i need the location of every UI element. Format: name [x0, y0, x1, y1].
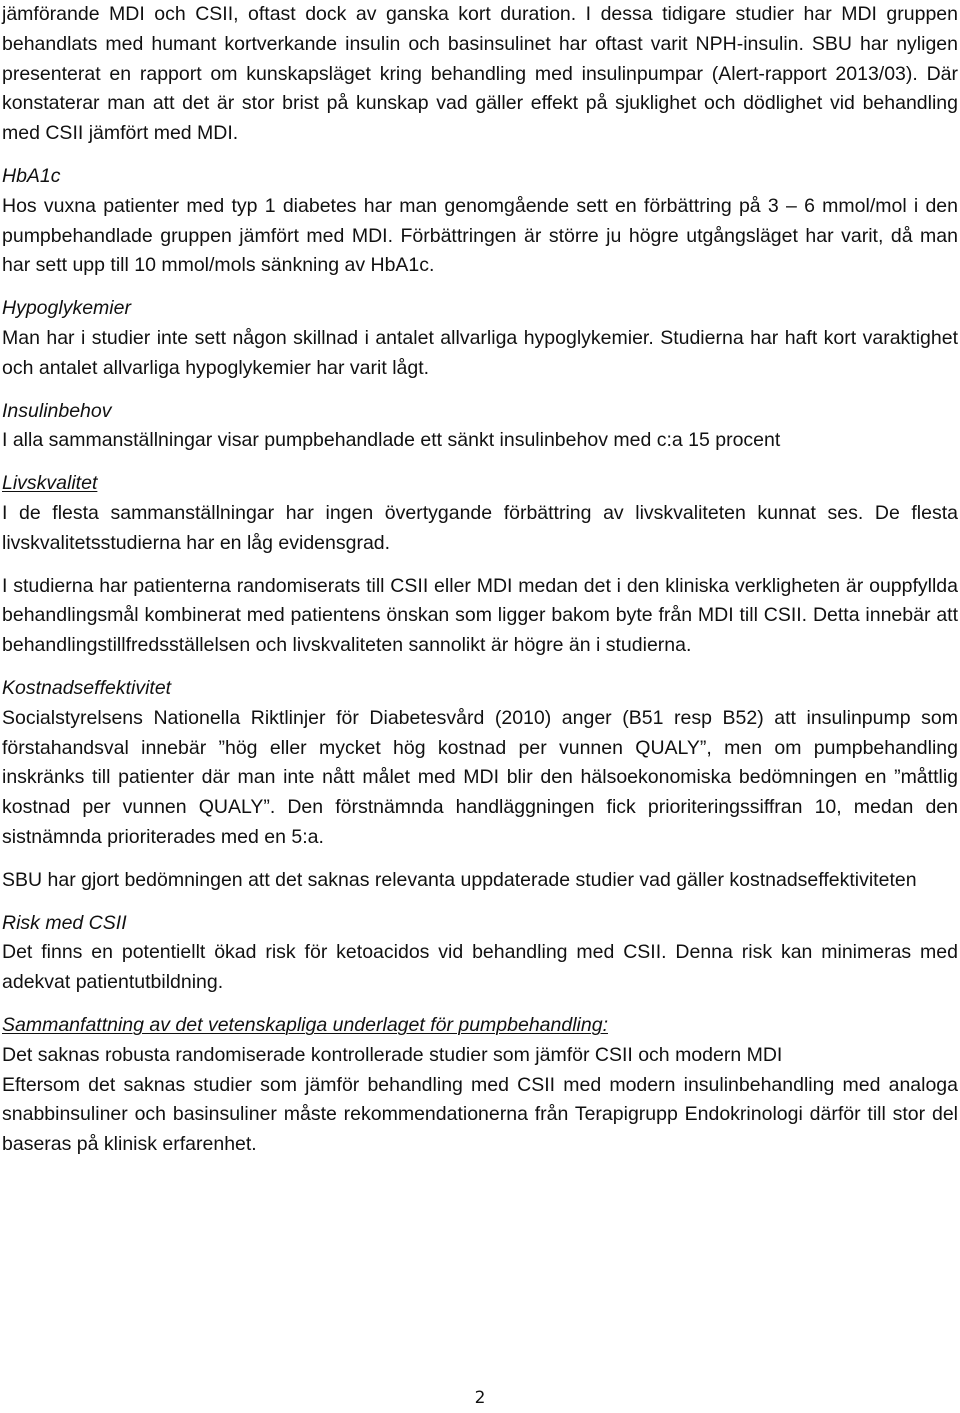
cost-effectiveness-heading: Kostnadseffektivitet — [2, 676, 172, 699]
summary-heading: Sammanfattning av det vetenskapliga underlaget för pumpbehandling: — [2, 1013, 608, 1036]
cost-effectiveness-paragraph: Socialstyrelsens Nationella Riktlinjer för Diabetesvård (2010) anger (B51 resp B52) att insulinpump som förstahandsval innebär ”hög eller mycket hög kostnad per vunnen QUALY”, men om pumpbehandling inskränks till patienter där man inte nått målet med MDI blir den hälsoekonomiska bedömningen en ”måttlig kostnad per vunnen QUALY”. Den förstnämnda handläggningen fick prioriteringssiffran 10, medan den sistnämnda prioriterades med en 5:a. — [2, 706, 958, 848]
risk-section — [2, 909, 958, 998]
quality-of-life-paragraph: I de flesta sammanställningar har ingen övertygande förbättring av livskvaliteten kunnat ses. De flesta livskvalitetsstudierna har en låg evidensgrad. — [2, 501, 958, 554]
insulin-need-paragraph: I alla sammanställningar visar pumpbehandlade ett sänkt insulinbehov med c:a 15 procent — [2, 429, 781, 452]
quality-of-life-heading: Livskvalitet — [2, 472, 98, 495]
sbu-paragraph: SBU har gjort bedömningen att det saknas relevanta uppdaterade studier vad gäller kostnadseffektiviteten — [2, 868, 917, 891]
summary-line: Det saknas robusta randomiserade kontrollerade studier som jämför CSII och modern MDI — [2, 1043, 783, 1066]
summary-section — [2, 1011, 958, 1160]
hba1c-heading: HbA1c — [2, 164, 61, 187]
hypoglycemia-heading: Hypoglykemier — [2, 297, 131, 320]
randomization-paragraph: I studierna har patienterna randomiserats till CSII eller MDI medan det i den kliniska verkligheten är ouppfyllda behandlingsmål kombinerat med patientens önskan som ligger bakom byte från MDI till CSII. Detta innebär att behandlingstillfredsställelsen och livskvaliteten sannolikt är högre än i studierna. — [2, 574, 958, 657]
cost-effectiveness-section — [2, 674, 958, 853]
risk-paragraph: Det finns en potentiellt ökad risk för ketoacidos vid behandling med CSII. Denna risk kan minimeras med adekvat patientutbildning. — [2, 941, 958, 994]
document-page — [2, 0, 958, 1173]
hba1c-section — [2, 162, 958, 281]
hba1c-paragraph: Hos vuxna patienter med typ 1 diabetes har man genomgående sett en förbättring på 3 – 6 mmol/mol i den pumpbehandlade gruppen jämfört med MDI. Förbättringen är större ju högre utgångsläget har varit, då man har sett upp till 10 mmol/mols sänkning av HbA1c. — [2, 194, 958, 277]
insulin-need-heading: Insulinbehov — [2, 399, 112, 422]
hypoglycemia-paragraph: Man har i studier inte sett någon skillnad i antalet allvarliga hypoglykemier. Studierna har haft kort varaktighet och antalet allvarliga hypoglykemier har varit lågt. — [2, 326, 958, 379]
insulin-need-section — [2, 397, 958, 457]
sbu-section — [2, 866, 958, 896]
randomization-section — [2, 572, 958, 661]
summary-paragraph: Eftersom det saknas studier som jämför behandling med CSII med modern insulinbehandling med analoga snabbinsuliner och basinsuliner måste rekommendationerna från Terapigrupp Endokrinologi därför till stor del baseras på klinisk erfarenhet. — [2, 1073, 958, 1156]
hypoglycemia-section — [2, 294, 958, 383]
risk-heading: Risk med CSII — [2, 911, 127, 934]
intro-section — [2, 0, 958, 149]
intro-paragraph: jämförande MDI och CSII, oftast dock av ganska kort duration. I dessa tidigare studier har MDI gruppen behandlats med humant kortverkande insulin och basinsulinet har oftast varit NPH-insulin. SBU har nyligen presenterat en rapport om kunskapsläget kring behandling med insulinpumpar (Alert-rapport 2013/03). Där konstaterar man att det är stor brist på kunskap vad gäller effekt på sjuklighet och dödlighet vid behandling med CSII jämfört med MDI. — [2, 3, 958, 145]
page-number: 2 — [474, 1388, 486, 1408]
quality-of-life-section — [2, 469, 958, 558]
